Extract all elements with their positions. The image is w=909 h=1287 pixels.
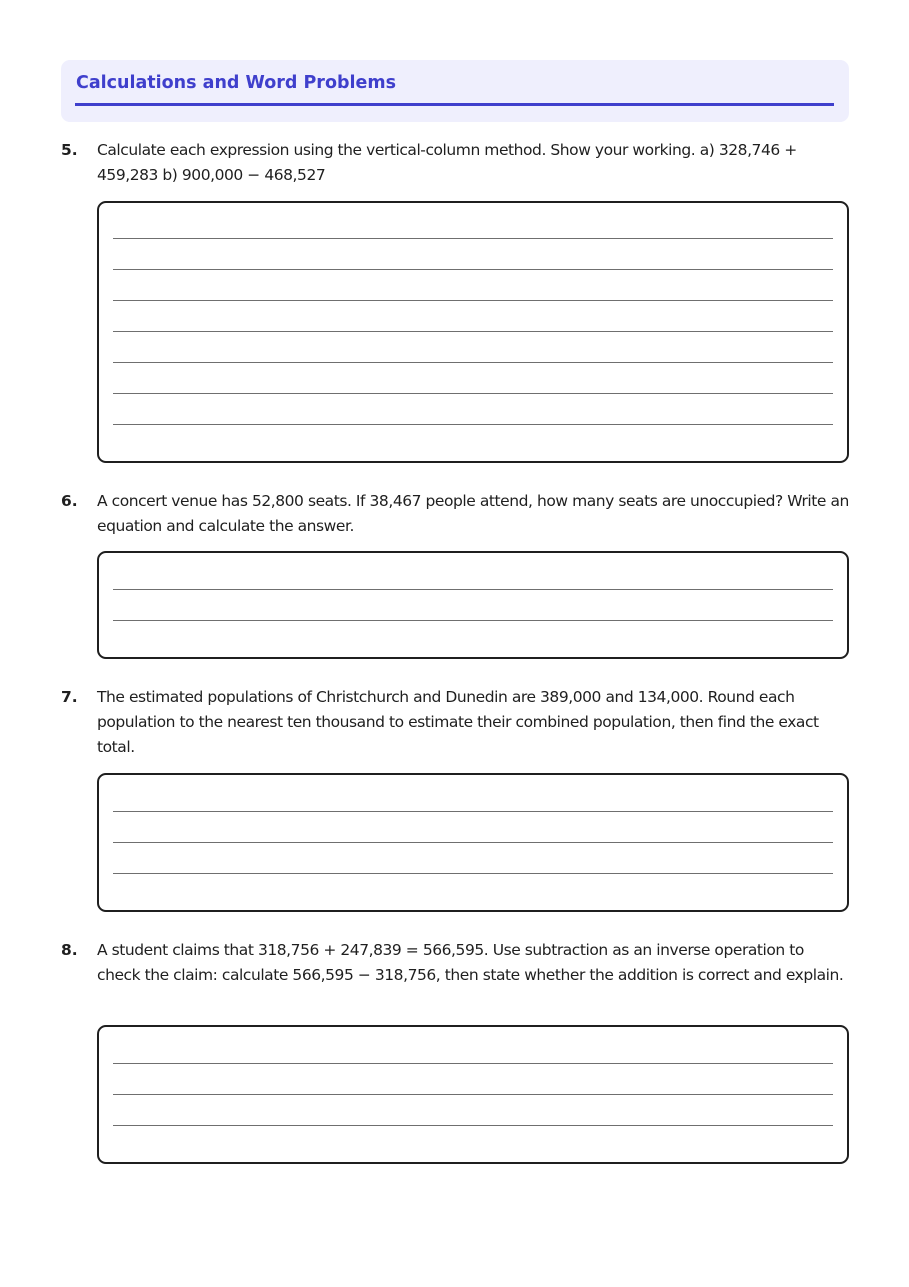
- section-title: Calculations and Word Problems: [76, 73, 397, 93]
- answer-line: [113, 1063, 833, 1064]
- answer-line: [113, 331, 833, 332]
- question-number: 8.: [61, 941, 78, 959]
- answer-box-5[interactable]: [97, 201, 849, 463]
- question-number: 6.: [61, 492, 78, 510]
- answer-line: [113, 1125, 833, 1126]
- answer-line: [113, 393, 833, 394]
- answer-box-8[interactable]: [97, 1025, 849, 1164]
- section-header: [61, 60, 849, 122]
- section-title-underline: [75, 103, 834, 106]
- question-text: The estimated populations of Christchurch and Dunedin are 389,000 and 134,000. Round each population to the nearest ten thousand to estimate their combined population, then find the exact total.: [97, 688, 819, 756]
- question-number: 5.: [61, 141, 78, 159]
- answer-line: [113, 424, 833, 425]
- answer-line: [113, 842, 833, 843]
- answer-line: [113, 1094, 833, 1095]
- question-text: A concert venue has 52,800 seats. If 38,467 people attend, how many seats are unoccupied? Write an equation and calculate the answer.: [97, 492, 849, 535]
- answer-box-6[interactable]: [97, 551, 849, 659]
- question-text: A student claims that 318,756 + 247,839 = 566,595. Use subtraction as an inverse operation to check the claim: calculate 566,595 − 318,756, then state whether the addition is correct and explain.: [97, 941, 844, 984]
- answer-line: [113, 269, 833, 270]
- question-number: 7.: [61, 688, 78, 706]
- answer-line: [113, 238, 833, 239]
- answer-line: [113, 362, 833, 363]
- answer-line: [113, 620, 833, 621]
- question-text: Calculate each expression using the vertical-column method. Show your working. a) 328,746 + 459,283 b) 900,000 − 468,527: [97, 141, 797, 184]
- answer-line: [113, 873, 833, 874]
- answer-box-7[interactable]: [97, 773, 849, 912]
- answer-line: [113, 300, 833, 301]
- answer-line: [113, 589, 833, 590]
- answer-line: [113, 811, 833, 812]
